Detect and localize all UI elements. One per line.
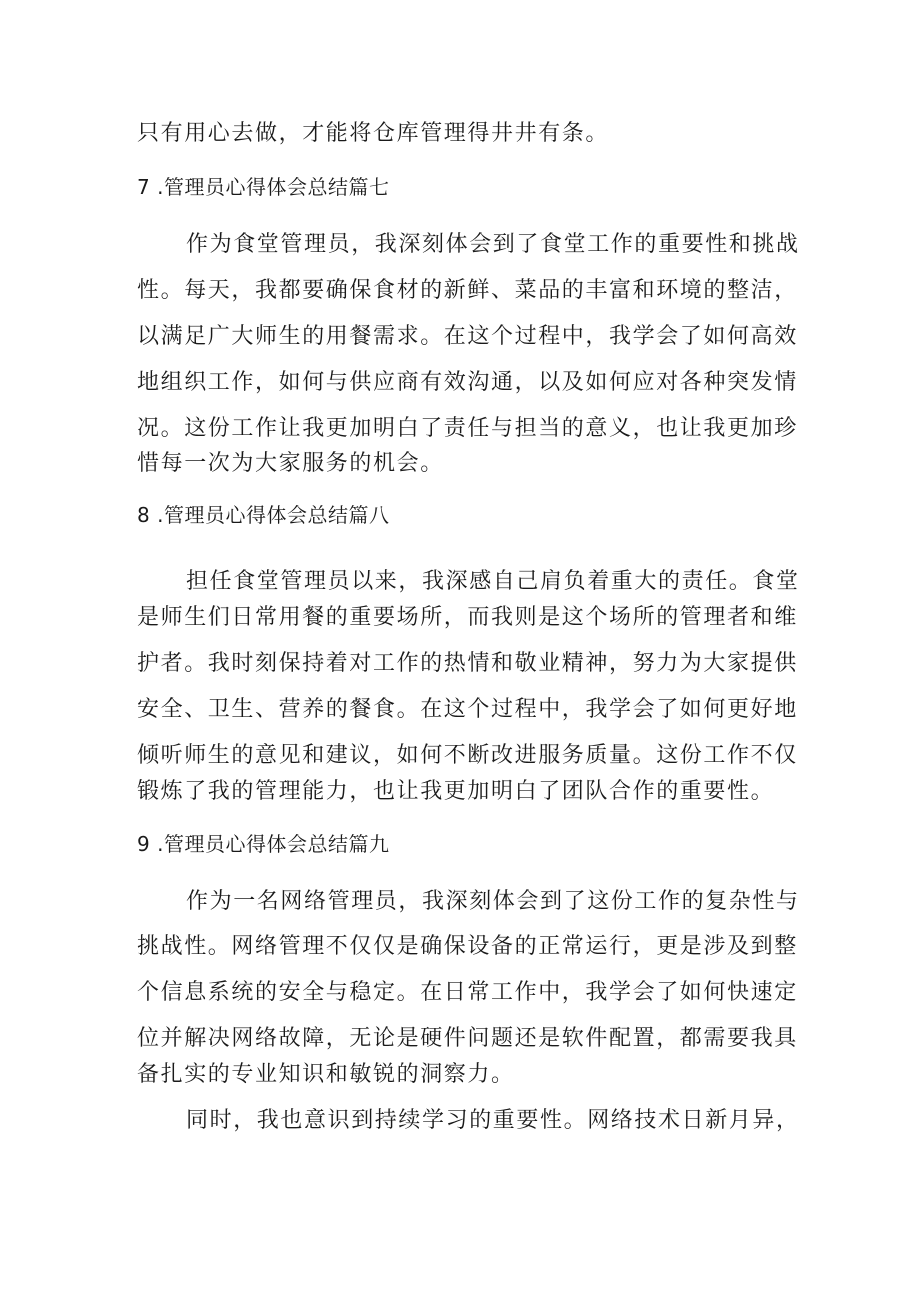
paragraph-line: 护者。我时刻保持着对工作的热情和敬业精神，努力为大家提供 — [137, 651, 798, 676]
paragraph-line: 安全、卫生、营养的餐食。在这个过程中，我学会了如何更好地 — [137, 697, 798, 722]
paragraph-line: 惜每一次为大家服务的机会。 — [137, 451, 444, 476]
section-heading-8: 8 .管理员心得体会总结篇八 — [137, 503, 390, 527]
paragraph-line: 况。这份工作让我更加明白了责任与担当的意义，也让我更加珍 — [137, 416, 798, 441]
paragraph-line: 性。每天，我都要确保食材的新鲜、菜品的丰富和环境的整洁， — [137, 278, 798, 303]
paragraph-line: 以满足广大师生的用餐需求。在这个过程中，我学会了如何高效 — [137, 324, 798, 349]
paragraph-line: 位并解决网络故障，无论是硬件问题还是软件配置，都需要我具 — [137, 1026, 798, 1051]
paragraph-line: 只有用心去做，才能将仓库管理得井井有条。 — [137, 121, 610, 146]
paragraph-line: 同时，我也意识到持续学习的重要性。网络技术日新月异， — [186, 1108, 800, 1133]
paragraph-line: 挑战性。网络管理不仅仅是确保设备的正常运行，更是涉及到整 — [137, 934, 798, 959]
paragraph-line: 个信息系统的安全与稳定。在日常工作中，我学会了如何快速定 — [137, 980, 798, 1005]
section-heading-7: 7 .管理员心得体会总结篇七 — [137, 175, 390, 199]
paragraph-line: 备扎实的专业知识和敏锐的洞察力。 — [137, 1062, 515, 1087]
paragraph-line: 作为食堂管理员，我深刻体会到了食堂工作的重要性和挑战 — [186, 232, 800, 257]
paragraph-line: 地组织工作，如何与供应商有效沟通，以及如何应对各种突发情 — [137, 370, 798, 395]
paragraph-line: 锻炼了我的管理能力，也让我更加明白了团队合作的重要性。 — [137, 779, 775, 804]
paragraph-line: 担任食堂管理员以来，我深感自己肩负着重大的责任。食堂 — [186, 569, 800, 594]
section-heading-9: 9 .管理员心得体会总结篇九 — [137, 832, 390, 856]
paragraph-line: 作为一名网络管理员，我深刻体会到了这份工作的复杂性与 — [186, 889, 800, 914]
paragraph-line: 是师生们日常用餐的重要场所，而我则是这个场所的管理者和维 — [137, 605, 798, 630]
paragraph-line: 倾听师生的意见和建议，如何不断改进服务质量。这份工作不仅 — [137, 743, 798, 768]
